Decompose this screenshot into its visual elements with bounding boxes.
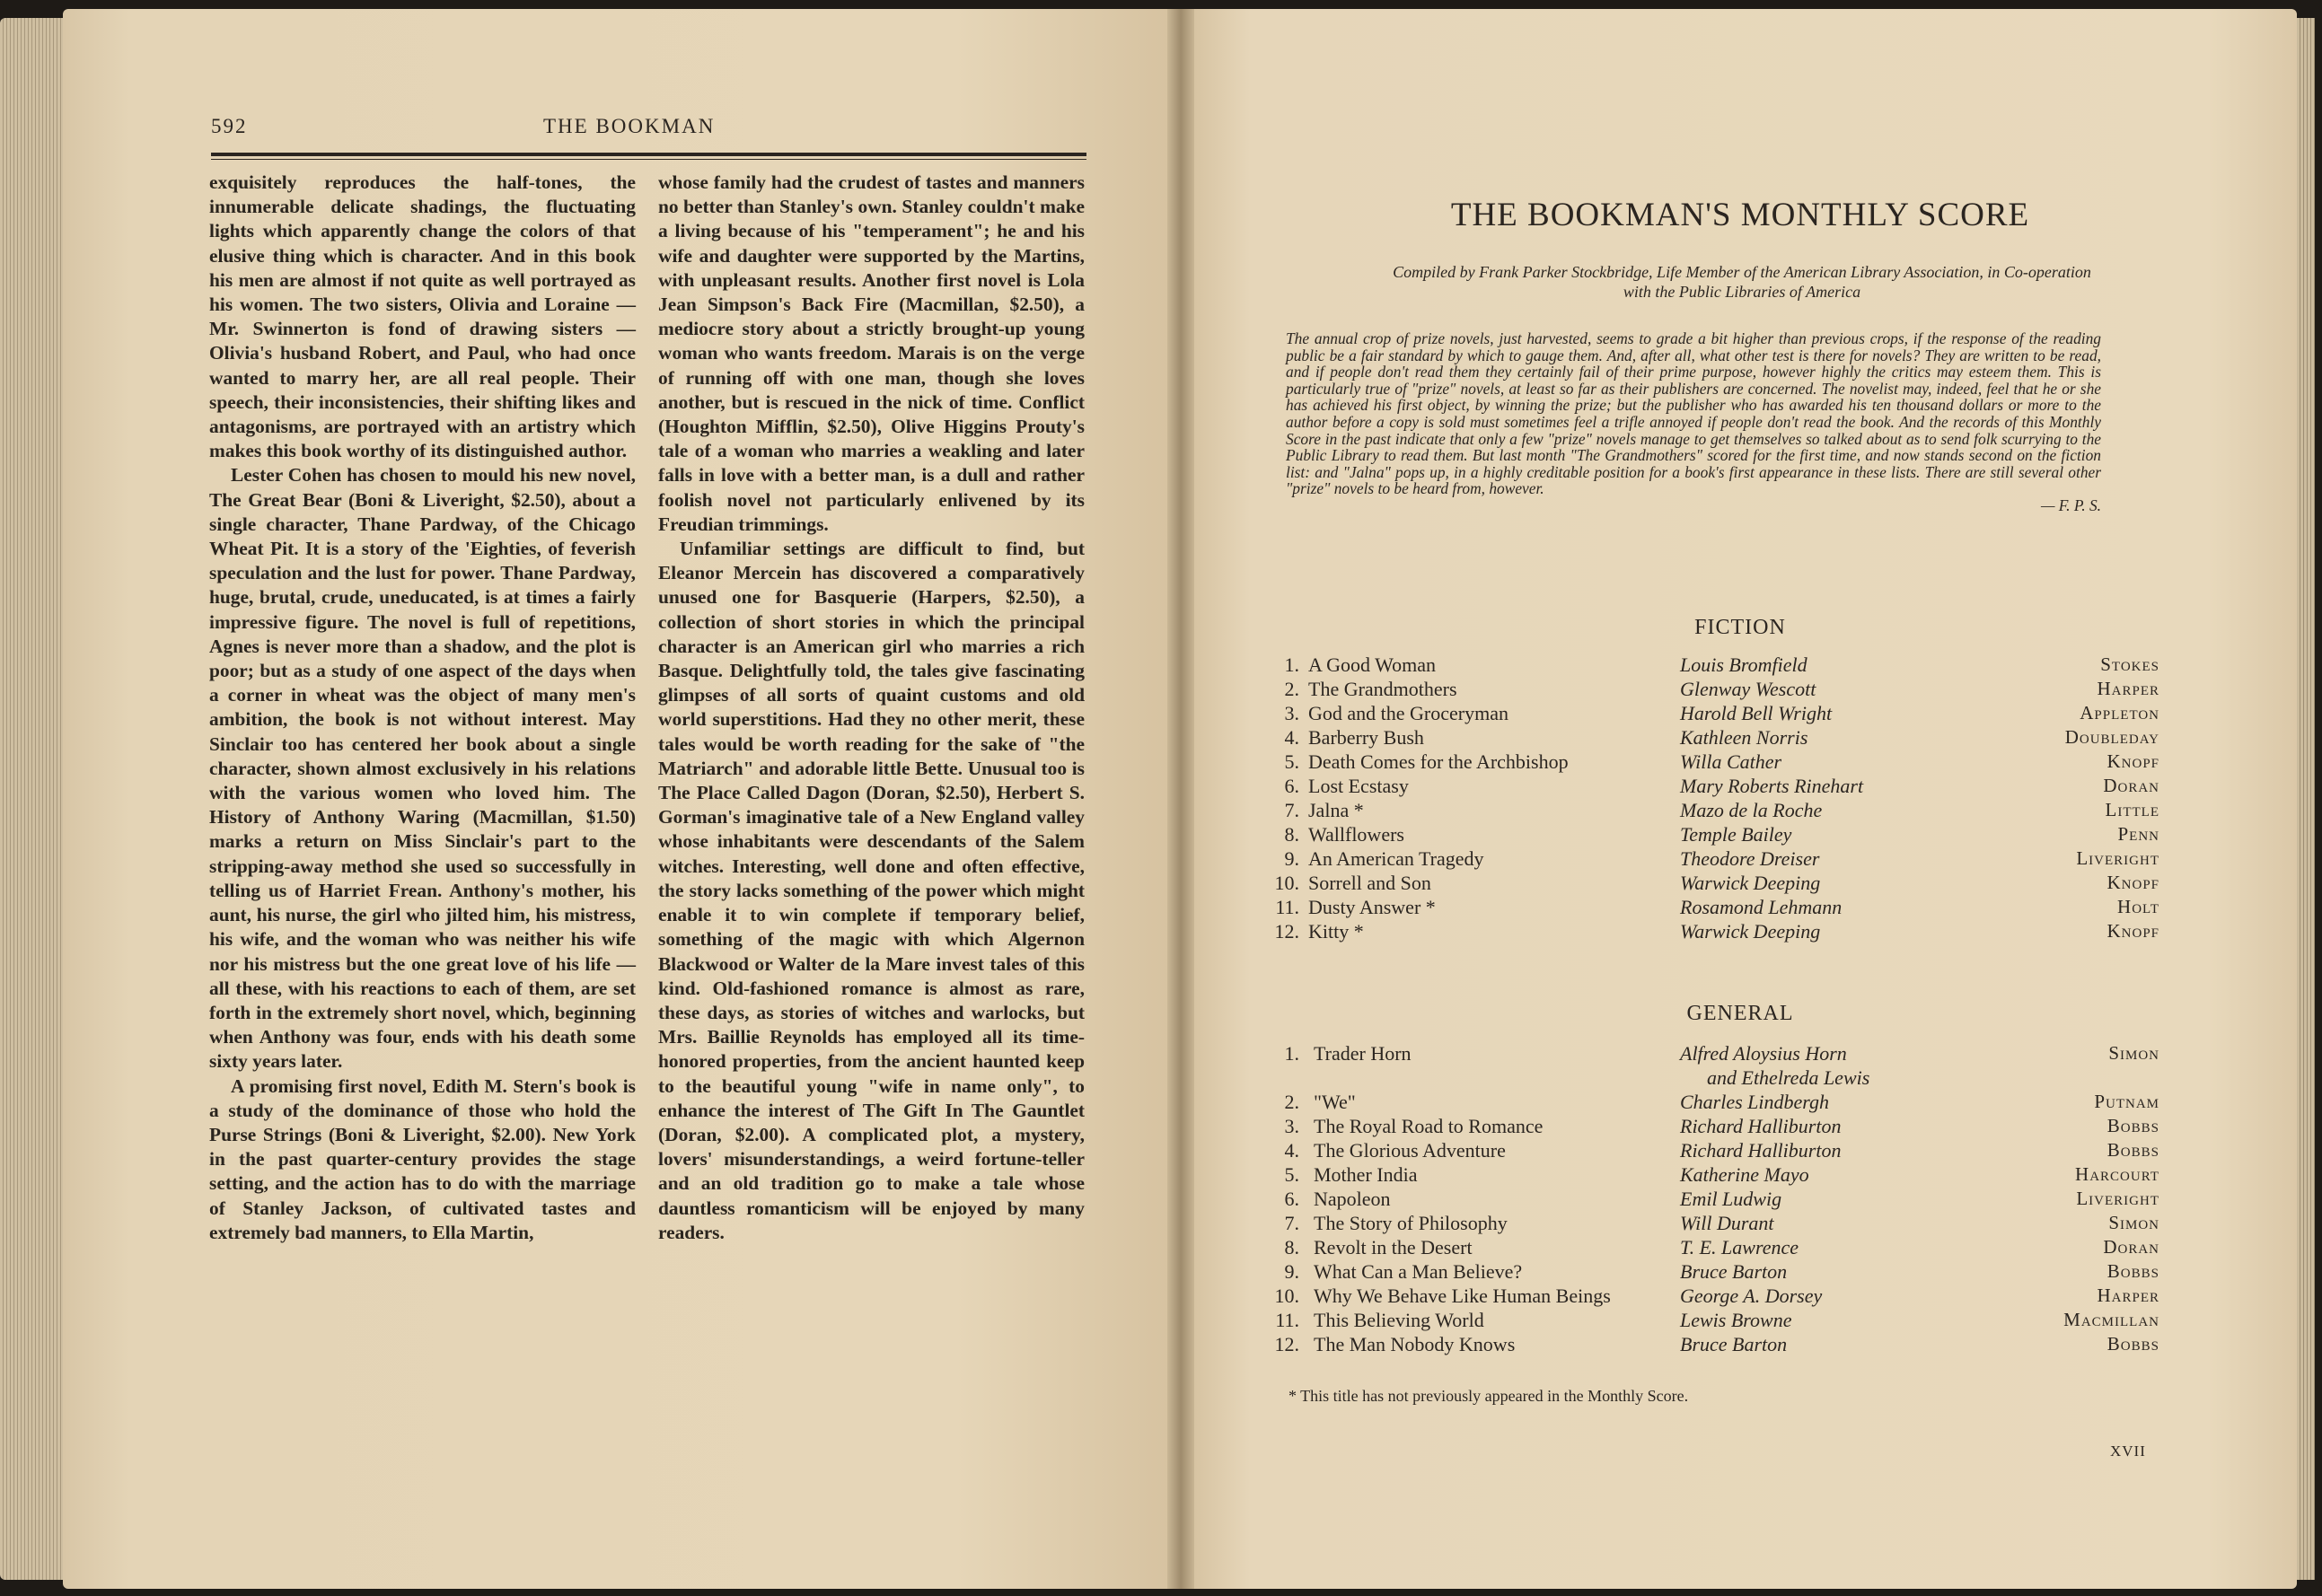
publisher: Penn xyxy=(2117,823,2159,845)
book-title: This Believing World xyxy=(1314,1309,1484,1331)
author: Glenway Wescott xyxy=(1680,678,1816,700)
fiction-heading: FICTION xyxy=(1694,616,1786,639)
list-item xyxy=(1262,653,2159,677)
author: T. E. Lawrence xyxy=(1680,1236,1799,1258)
publisher: Knopf xyxy=(2107,750,2159,772)
author: Bruce Barton xyxy=(1680,1260,1788,1283)
publisher: Harcourt xyxy=(2075,1163,2159,1185)
book-title: Sorrell and Son xyxy=(1308,872,1431,894)
list-item xyxy=(1262,1162,2159,1187)
rank: 1. xyxy=(1284,1042,1299,1065)
book-title: Jalna * xyxy=(1308,799,1364,821)
publisher: Knopf xyxy=(2107,920,2159,942)
author: Warwick Deeping xyxy=(1680,920,1821,943)
publisher: Stokes xyxy=(2100,653,2159,675)
list-item xyxy=(1262,846,2159,871)
book-title: Why We Behave Like Human Beings xyxy=(1314,1285,1611,1307)
page-title: THE BOOKMAN'S MONTHLY SCORE xyxy=(1450,197,2030,233)
publisher: Bobbs xyxy=(2107,1115,2159,1136)
publisher: Doran xyxy=(2103,775,2159,796)
book-title: An American Tragedy xyxy=(1308,847,1484,870)
author: Alfred Aloysius Horn xyxy=(1680,1042,1847,1065)
paragraph: A promising first novel, Edith M. Stern's book is a study of the dominance of those who hold the Purse Strings (Boni & Liveright, $2.00). New York in the past quarter-century provides the stage setting, and the action has to do with the marriage of Stanley Jackson, of cultivated tastes and extremely bad manners, to Ella Martin, xyxy=(209,1074,636,1243)
book-title: Kitty * xyxy=(1308,920,1364,943)
book-title: Death Comes for the Archbishop xyxy=(1308,750,1569,773)
book-title: Lost Ecstasy xyxy=(1308,775,1409,797)
rank: 10. xyxy=(1274,1285,1299,1307)
rank: 2. xyxy=(1284,678,1299,700)
list-item xyxy=(1262,1235,2159,1259)
author: Kathleen Norris xyxy=(1680,726,1808,749)
rank: 8. xyxy=(1284,1236,1299,1258)
book-title: The Grandmothers xyxy=(1308,678,1457,700)
list-item xyxy=(1262,1211,2159,1235)
list-item xyxy=(1262,677,2159,701)
rank: 4. xyxy=(1284,726,1299,749)
rank: 7. xyxy=(1284,1212,1299,1234)
page-number: 592 xyxy=(211,115,248,137)
rank: 12. xyxy=(1274,920,1299,943)
book-title: The Glorious Adventure xyxy=(1314,1139,1506,1162)
intro-signature: — F. P. S. xyxy=(2040,495,2101,514)
text-column-1 xyxy=(209,171,636,1245)
publisher: Appleton xyxy=(2080,702,2159,723)
head-rule-thick xyxy=(211,153,1086,156)
author: Mary Roberts Rinehart xyxy=(1680,775,1864,797)
book-gutter xyxy=(1167,9,1194,1589)
publisher: Simon xyxy=(2108,1212,2159,1233)
author: Will Durant xyxy=(1680,1212,1774,1234)
author: Warwick Deeping xyxy=(1680,872,1821,894)
running-head xyxy=(211,115,1086,145)
book-title: The Man Nobody Knows xyxy=(1314,1333,1516,1355)
paragraph: Lester Cohen has chosen to mould his new novel, The Great Bear (Boni & Liveright, $2.50), about a single character, Thane Pardway, of the Chicago Wheat Pit. It is a story of the 'Eighties, of feverish speculation and the lust for power. Thane Pardway, huge, brutal, crude, uneducated, is at times a fairly impressive figure. The novel is full of repetitions, Agnes is never more than a shadow, and the plot is poor; but as a study of one aspect of the days when a corner in wheat was the object of many men's ambition, the book is not without interest. May Sinclair too has centered her book about a single character, shown almost exclusively in his relations with the various women who loved him. The History of Anthony Waring (Macmillan, $1.50) marks a return on Miss Sinclair's part to the stripping-away method she used so successfully in telling us of Harriet Frean. Anthony's mother, his aunt, his nurse, the girl who jilted him, his mistress, his wife, and the woman who was neither his wife nor his mistress but the one great love of his life — all these, with his reactions to each of them, are set forth in the extremely short novel, which, beginning when Anthony was four, ends with his death some sixty years later. xyxy=(209,464,636,1073)
list-item xyxy=(1262,798,2159,822)
rank: 12. xyxy=(1274,1333,1299,1355)
list-item xyxy=(1262,774,2159,798)
author: George A. Dorsey xyxy=(1680,1285,1823,1307)
list-item xyxy=(1262,1138,2159,1162)
compiled-line-1: Compiled by Frank Parker Stockbridge, Life Member of the American Library Association, in Co-operation xyxy=(1393,263,2091,281)
book-title: Napoleon xyxy=(1314,1188,1391,1210)
publisher: Bobbs xyxy=(2107,1260,2159,1282)
publisher: Liveright xyxy=(2076,847,2159,869)
author: Harold Bell Wright xyxy=(1680,702,1833,724)
list-item xyxy=(1262,1041,2159,1090)
book-title: A Good Woman xyxy=(1308,653,1437,676)
rank: 9. xyxy=(1284,1260,1299,1283)
paragraph: exquisitely reproduces the half-tones, the innumerable delicate shadings, the fluctuating lights which apparently change the colors of that elusive thing which is character. And in this book his men are almost if not quite as well portrayed as his women. The two sisters, Olivia and Loraine — Mr. Swinnerton is fond of drawing sisters — Olivia's husband Robert, and Paul, who had once wanted to marry her, are all real people. Their speech, their inconsistencies, their shifting likes and antagonisms, are portrayed with an artistry which makes this book worthy of its distinguished author. xyxy=(209,171,636,462)
author: Louis Bromfield xyxy=(1680,653,1807,676)
book-title: Revolt in the Desert xyxy=(1314,1236,1473,1258)
rank: 2. xyxy=(1284,1091,1299,1113)
page-edges-right xyxy=(2297,18,2315,1580)
fiction-list xyxy=(1262,653,2159,943)
text-column-2 xyxy=(658,171,1085,1245)
rank: 8. xyxy=(1284,823,1299,846)
publisher: Simon xyxy=(2108,1042,2159,1064)
general-list xyxy=(1262,1041,2159,1356)
publisher: Liveright xyxy=(2076,1188,2159,1209)
folio: XVII xyxy=(2110,1443,2146,1460)
book-title: "We" xyxy=(1314,1091,1356,1113)
list-item xyxy=(1262,895,2159,919)
book-title: What Can a Man Believe? xyxy=(1314,1260,1523,1283)
author: Temple Bailey xyxy=(1680,823,1792,846)
book-title: Barberry Bush xyxy=(1308,726,1424,749)
rank: 11. xyxy=(1275,896,1299,918)
rank: 10. xyxy=(1274,872,1299,894)
general-heading: GENERAL xyxy=(1686,1002,1794,1025)
rank: 5. xyxy=(1284,750,1299,773)
paragraph: Unfamiliar settings are difficult to find, but Eleanor Mercein has discovered a comparatively unused one for Basquerie (Harpers, $2.50), a collection of short stories in which the principal character is an American girl who marries a rich Basque. Delightfully told, the tales give fascinating glimpses of all sorts of quaint customs and old world superstitions. Had they no other merit, these tales would be worth reading for the sake of "the Matriarch" and adorable little Bette. Unusual too is The Place Called Dagon (Doran, $2.50), Herbert S. Gorman's imaginative tale of a New England valley whose inhabitants were descendants of the Salem witches. Interesting, well done and often effective, the story lacks something of the power which might enable it to win complete if temporary belief, something of the magic with which Algernon Blackwood or Walter de la Mare invest tales of this kind. Old-fashioned romance is almost as rare, these days, as stories of witches and warlocks, but Mrs. Baillie Reynolds has employed all its time-honored properties, from the ancient haunted keep to the beautiful young "wife in name only", to enhance the interest of The Gift In The Gauntlet (Doran, $2.00). A complicated plot, a mystery, lovers' misunderstandings, a weird fortune-teller and an old tradition go to make a tale whose dauntless romanticism will be enjoyed by many readers. xyxy=(658,538,1085,1243)
compiled-by-line xyxy=(1257,262,2227,302)
rank: 6. xyxy=(1284,1188,1299,1210)
list-item xyxy=(1262,725,2159,750)
publisher: Doran xyxy=(2103,1236,2159,1258)
rank: 7. xyxy=(1284,799,1299,821)
author: Theodore Dreiser xyxy=(1680,847,1820,870)
author: Richard Halliburton xyxy=(1680,1139,1842,1162)
list-item xyxy=(1262,1114,2159,1138)
author: Charles Lindbergh xyxy=(1680,1091,1830,1113)
intro-text: The annual crop of prize novels, just harvested, seems to grade a bit higher than previous crops, if the response of the reading public be a fair standard by which to gauge them. And, after all, what other test is there for novels? They are written to be read, and if people don't read them they certainly fail of their prime purpose, however highly the critics may esteem them. This is particularly true of "prize" novels, at least so far as their publishers are concerned. The novelist may, indeed, feel that he or she has achieved his first object, by winning the prize; but the publisher who has awarded his ten thousand dollars or more to the author before a copy is sold must sometimes feel a trifle annoyed if people don't read the book. And the records of this Monthly Score in the past indicate that only a few "prize" novels manage to get themselves so talked about as to send folk scurrying to the Public Library to read them. But last month "The Grandmothers" scored for the first time, and now stands second on the fiction list: and "Jalna" pops up, in a highly creditable position for a book's first appearance in these lists. There are still several other "prize" novels to be heard from, however. xyxy=(1286,329,2101,498)
publisher: Putnam xyxy=(2094,1091,2159,1112)
intro-paragraph xyxy=(1286,330,2101,514)
book-title: Trader Horn xyxy=(1314,1042,1412,1065)
book-title: God and the Groceryman xyxy=(1308,702,1508,724)
publisher: Knopf xyxy=(2107,872,2159,893)
author: Bruce Barton xyxy=(1680,1333,1788,1355)
list-item xyxy=(1262,871,2159,895)
rank: 1. xyxy=(1284,653,1299,676)
list-item xyxy=(1262,701,2159,725)
book-title: Wallflowers xyxy=(1308,823,1404,846)
author: Richard Halliburton xyxy=(1680,1115,1842,1137)
book-title: Dusty Answer * xyxy=(1308,896,1436,918)
author: Rosamond Lehmann xyxy=(1680,896,1843,918)
list-item xyxy=(1262,1308,2159,1332)
rank: 9. xyxy=(1284,847,1299,870)
list-item xyxy=(1262,1090,2159,1114)
footnote: * This title has not previously appeared in the Monthly Score. xyxy=(1289,1387,1689,1405)
list-item xyxy=(1262,1284,2159,1308)
publisher: Harper xyxy=(2097,678,2159,699)
author: Mazo de la Roche xyxy=(1680,799,1823,821)
book-title: Mother India xyxy=(1314,1163,1418,1186)
author: Emil Ludwig xyxy=(1680,1188,1782,1210)
running-head-title: THE BOOKMAN xyxy=(543,115,716,137)
rank: 11. xyxy=(1275,1309,1299,1331)
publisher: Holt xyxy=(2117,896,2159,917)
author: Willa Cather xyxy=(1680,750,1782,773)
list-item xyxy=(1262,822,2159,846)
book-title: The Story of Philosophy xyxy=(1314,1212,1508,1234)
list-item xyxy=(1262,919,2159,943)
rank: 5. xyxy=(1284,1163,1299,1186)
list-item xyxy=(1262,1259,2159,1284)
list-item xyxy=(1262,1332,2159,1356)
paragraph: whose family had the crudest of tastes and manners no better than Stanley's own. Stanley couldn't make a living because of his "temperament"; he and his wife and daughter were supported by the Martins, with unpleasant results. Another first novel is Lola Jean Simpson's Back Fire (Macmillan, $2.50), a mediocre story about a strictly brought-up young woman who wants freedom. Marais is on the verge of running off with one man, though she loves another, but is rescued in the nick of time. Conflict (Houghton Mifflin, $2.50), Olive Higgins Prouty's tale of a woman who marries a weakling and later falls in love with a better man, is a dull and rather foolish novel not particularly enlivened by its Freudian trimmings. xyxy=(658,171,1085,535)
rank: 4. xyxy=(1284,1139,1299,1162)
author: Lewis Browne xyxy=(1680,1309,1792,1331)
page-edges-left xyxy=(0,18,63,1580)
publisher: Harper xyxy=(2097,1285,2159,1306)
head-rule-thin xyxy=(211,159,1086,160)
rank: 6. xyxy=(1284,775,1299,797)
rank: 3. xyxy=(1284,1115,1299,1137)
book-title: The Royal Road to Romance xyxy=(1314,1115,1544,1137)
publisher: Doubleday xyxy=(2064,726,2159,748)
co-author: and Ethelreda Lewis xyxy=(1707,1066,1870,1089)
publisher: Bobbs xyxy=(2107,1333,2159,1355)
list-item xyxy=(1262,750,2159,774)
author: Katherine Mayo xyxy=(1680,1163,1809,1186)
publisher: Macmillan xyxy=(2063,1309,2159,1330)
publisher: Little xyxy=(2105,799,2159,820)
compiled-line-2: with the Public Libraries of America xyxy=(1623,283,1861,301)
rank: 3. xyxy=(1284,702,1299,724)
publisher: Bobbs xyxy=(2107,1139,2159,1161)
list-item xyxy=(1262,1187,2159,1211)
